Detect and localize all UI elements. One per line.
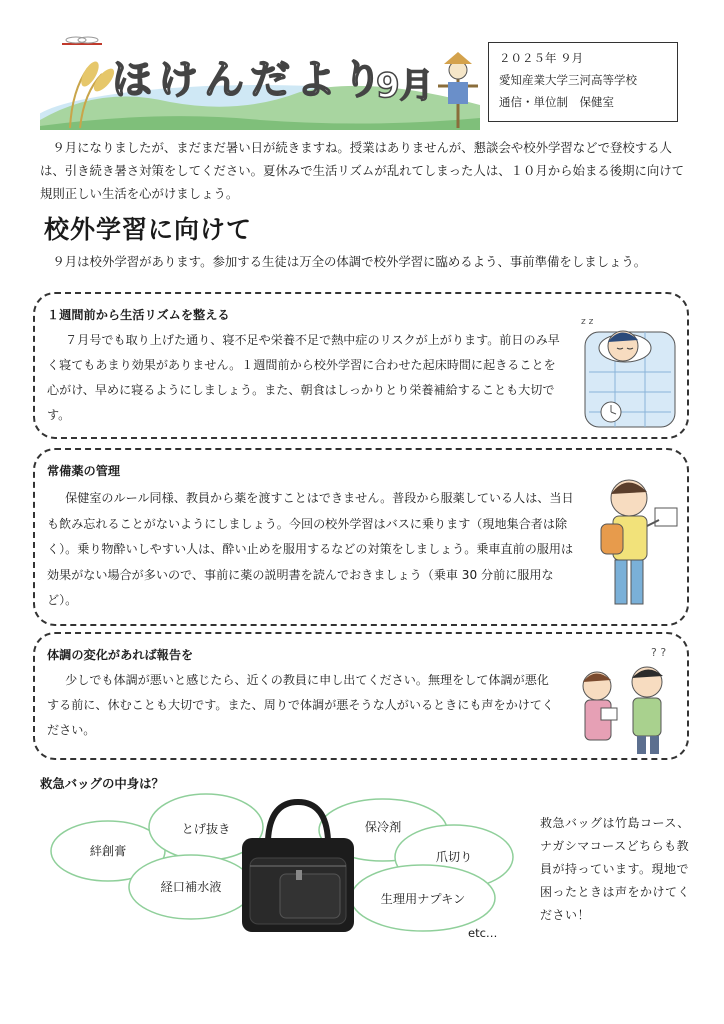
card-body: ７月号でも取り上げた通り、寝不足や栄養不足で熱中症のリスクが上がります。前日のみ早く寝てもあまり効果がありません。１週間前から校外学習に合わせた起床時間に起きることを心がけ、早めに寝るようにしましょう。また、朝食はしっかりとり栄養補給することも大切です。	[47, 333, 560, 422]
bubble-item-nail-clipper: 爪切り	[435, 850, 473, 864]
header-banner	[40, 30, 480, 130]
bubble-item-bandage: 絆創膏	[89, 844, 127, 858]
boy-with-backpack-illustration	[583, 468, 687, 618]
svg-text:z z: z z	[581, 317, 594, 327]
bubble-item-tweezers: とげ抜き	[181, 822, 231, 836]
sleeping-boy-illustration	[575, 312, 683, 430]
department-name: 通信・単位制 保健室	[499, 95, 614, 109]
card-title: １週間前から生活リズムを整える	[47, 308, 230, 322]
school-name: 愛知産業大学三河高等学校	[499, 73, 637, 87]
first-aid-etc: etc…	[468, 926, 498, 940]
card-body: 少しでも体調が悪いと感じたら、近くの教員に申し出てください。無理をして体調が悪化する前に、休むことも大切です。また、周りで体調が悪そうな人がいるときにも声をかけてください。	[47, 673, 554, 737]
first-aid-note: 救急バッグは竹島コース、ナガシマコースどちらも教員が持っています。現地で困ったときは声をかけてください！	[540, 816, 691, 922]
teacher-and-student-illustration	[555, 642, 685, 756]
banner-month: 9月	[376, 66, 434, 106]
banner-title: ほけんだより	[112, 57, 388, 103]
card-title: 常備薬の管理	[47, 464, 121, 478]
first-aid-title: 救急バッグの中身は？	[40, 776, 164, 791]
bubble-item-oral-rehydration: 経口補水液	[160, 880, 222, 894]
issue-date: ２０２５年 ９月	[499, 51, 584, 65]
card-report-condition	[33, 632, 689, 760]
section-heading: 校外学習に向けて	[44, 215, 253, 244]
svg-text:? ?: ? ?	[651, 646, 667, 659]
card-medicine	[33, 448, 689, 626]
card-body: 保健室のルール同様、教員から薬を渡すことはできません。普段から服薬している人は、当日も飲み忘れることがないようにしましょう。今回の校外学習はバスに乗ります（現地集合者は除く）。乗り物酔いしやすい人は、酔い止めを服用するなどの対策をしましょう。乗車直前の服用は効果がない場合が多いので、事前に薬の説明書を読んでおきましょう（乗車 30 分前に服用など）。	[47, 491, 574, 607]
intro-paragraph: ９月になりましたが、まだまだ暑い日が続きますね。授業はありませんが、懇談会や校外学習などで登校する人は、引き続き暑さ対策をしてください。夏休みで生活リズムが乱れてしまった人は、１０月から始まる後期に向けて規則正しい生活を心がけましょう。	[40, 140, 685, 201]
section-lead: ９月は校外学習があります。参加する生徒は万全の体調で校外学習に臨めるよう、事前準備をしましょう。	[52, 254, 647, 269]
first-aid-bag-illustration	[236, 798, 360, 936]
bubble-item-ice-pack: 保冷剤	[364, 820, 402, 834]
issue-info-box	[488, 42, 678, 122]
card-title: 体調の変化があれば報告を	[47, 648, 194, 662]
bubble-item-sanitary-napkin: 生理用ナプキン	[380, 892, 466, 906]
card-sleep-rhythm	[33, 292, 689, 439]
